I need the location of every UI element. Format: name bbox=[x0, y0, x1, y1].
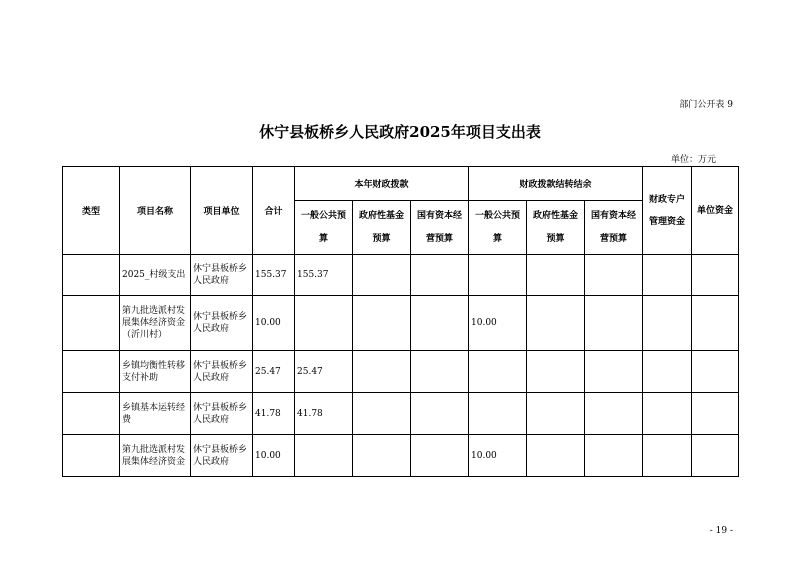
cell-current-state bbox=[411, 351, 469, 393]
cell-current-general: 155.37 bbox=[295, 255, 353, 296]
cell-total: 10.00 bbox=[253, 435, 295, 477]
cell-total: 155.37 bbox=[253, 255, 295, 296]
cell-current-state bbox=[411, 255, 469, 296]
table-row bbox=[63, 255, 739, 296]
header-current-year-appropriation: 本年财政拨款 bbox=[295, 167, 469, 201]
cell-project-unit: 休宁县板桥乡人民政府 bbox=[191, 435, 253, 477]
cell-unit-funds bbox=[692, 255, 739, 296]
cell-total: 10.00 bbox=[253, 296, 295, 351]
cell-type bbox=[63, 435, 120, 477]
cell-current-state bbox=[411, 393, 469, 435]
header-carryover-balance: 财政拨款结转结余 bbox=[469, 167, 643, 201]
cell-current-general: 41.78 bbox=[295, 393, 353, 435]
table-number-label: 部门公开表 9 bbox=[679, 100, 733, 110]
cell-carryover-state bbox=[585, 435, 643, 477]
cell-total: 25.47 bbox=[253, 351, 295, 393]
cell-current-general: 25.47 bbox=[295, 351, 353, 393]
cell-project-name: 乡镇均衡性转移支付补助 bbox=[120, 351, 191, 393]
cell-carryover-general: 10.00 bbox=[469, 435, 527, 477]
header-carryover-state-capital-budget: 国有资本经营预算 bbox=[585, 201, 643, 255]
cell-carryover-fund bbox=[527, 255, 585, 296]
header-unit-funds: 单位资金 bbox=[692, 167, 739, 255]
header-current-general-budget: 一般公共预算 bbox=[295, 201, 353, 255]
cell-type bbox=[63, 351, 120, 393]
cell-carryover-state bbox=[585, 393, 643, 435]
table-row bbox=[63, 296, 739, 351]
cell-carryover-fund bbox=[527, 351, 585, 393]
cell-project-name: 乡镇基本运转经费 bbox=[120, 393, 191, 435]
cell-project-name: 第九批选派村发展集体经济资金（沂川村） bbox=[120, 296, 191, 351]
header-project-unit: 项目单位 bbox=[191, 167, 253, 255]
cell-carryover-state bbox=[585, 351, 643, 393]
cell-carryover-fund bbox=[527, 296, 585, 351]
header-total: 合计 bbox=[253, 167, 295, 255]
header-special-account-funds: 财政专户管理资金 bbox=[643, 167, 692, 255]
cell-current-fund bbox=[353, 255, 411, 296]
cell-carryover-general bbox=[469, 393, 527, 435]
cell-type bbox=[63, 255, 120, 296]
unit-label: 单位：万元 bbox=[670, 155, 716, 165]
header-carryover-fund-budget: 政府性基金预算 bbox=[527, 201, 585, 255]
page-number: - 19 - bbox=[709, 526, 733, 536]
cell-type bbox=[63, 393, 120, 435]
cell-carryover-general bbox=[469, 255, 527, 296]
cell-carryover-general: 10.00 bbox=[469, 296, 527, 351]
cell-type bbox=[63, 296, 120, 351]
project-expenditure-table bbox=[62, 166, 739, 477]
page-title: 休宁县板桥乡人民政府2025年项目支出表 bbox=[259, 123, 541, 141]
cell-carryover-state bbox=[585, 255, 643, 296]
header-project-name: 项目名称 bbox=[120, 167, 191, 255]
cell-current-general bbox=[295, 435, 353, 477]
cell-project-unit: 休宁县板桥乡人民政府 bbox=[191, 393, 253, 435]
cell-special-funds bbox=[643, 255, 692, 296]
cell-project-unit: 休宁县板桥乡人民政府 bbox=[191, 296, 253, 351]
table-row bbox=[63, 393, 739, 435]
cell-special-funds bbox=[643, 296, 692, 351]
cell-carryover-fund bbox=[527, 435, 585, 477]
header-current-fund-budget: 政府性基金预算 bbox=[353, 201, 411, 255]
cell-unit-funds bbox=[692, 393, 739, 435]
cell-project-name: 第九批选派村发展集体经济资金 bbox=[120, 435, 191, 477]
cell-special-funds bbox=[643, 351, 692, 393]
cell-special-funds bbox=[643, 393, 692, 435]
cell-current-fund bbox=[353, 435, 411, 477]
cell-current-fund bbox=[353, 296, 411, 351]
cell-unit-funds bbox=[692, 296, 739, 351]
cell-current-fund bbox=[353, 393, 411, 435]
cell-carryover-state bbox=[585, 296, 643, 351]
cell-unit-funds bbox=[692, 435, 739, 477]
header-current-state-capital-budget: 国有资本经营预算 bbox=[411, 201, 469, 255]
cell-current-fund bbox=[353, 351, 411, 393]
cell-total: 41.78 bbox=[253, 393, 295, 435]
table-row bbox=[63, 435, 739, 477]
cell-carryover-fund bbox=[527, 393, 585, 435]
cell-project-name: 2025_村级支出 bbox=[120, 255, 191, 296]
cell-current-state bbox=[411, 296, 469, 351]
cell-current-state bbox=[411, 435, 469, 477]
cell-project-unit: 休宁县板桥乡人民政府 bbox=[191, 255, 253, 296]
header-type: 类型 bbox=[63, 167, 120, 255]
cell-current-general bbox=[295, 296, 353, 351]
cell-project-unit: 休宁县板桥乡人民政府 bbox=[191, 351, 253, 393]
cell-carryover-general bbox=[469, 351, 527, 393]
cell-unit-funds bbox=[692, 351, 739, 393]
table-row bbox=[63, 351, 739, 393]
cell-special-funds bbox=[643, 435, 692, 477]
header-carryover-general-budget: 一般公共预算 bbox=[469, 201, 527, 255]
